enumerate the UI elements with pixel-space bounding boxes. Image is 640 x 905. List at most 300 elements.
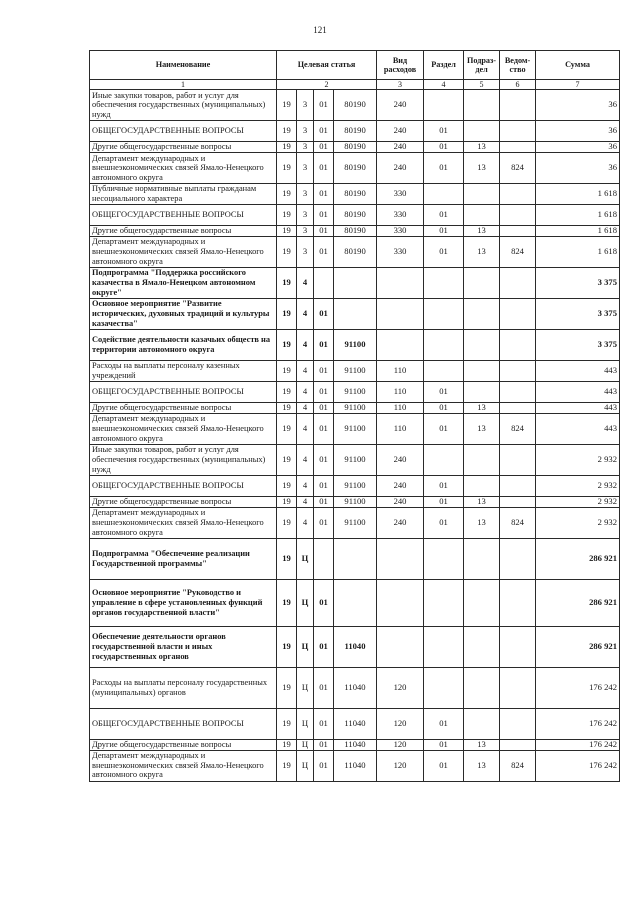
target-code-measure: 01 <box>314 507 334 538</box>
target-code-direction: 91100 <box>334 413 377 444</box>
target-code-measure: 01 <box>314 298 334 329</box>
section-cell: 01 <box>424 381 464 402</box>
target-code-direction: 91100 <box>334 329 377 360</box>
header-target: Целевая статья <box>277 51 377 80</box>
target-code-program: 19 <box>277 750 297 781</box>
target-code-direction: 91100 <box>334 360 377 381</box>
target-code-program: 19 <box>277 226 297 237</box>
amount-cell: 286 921 <box>536 626 620 667</box>
department-cell <box>500 90 536 121</box>
column-number: 7 <box>536 80 620 90</box>
target-code-subprogram: Ц <box>297 579 314 626</box>
target-code-program: 19 <box>277 507 297 538</box>
target-code-direction: 80190 <box>334 205 377 226</box>
department-cell <box>500 475 536 496</box>
row-name: ОБЩЕГОСУДАРСТВЕННЫЕ ВОПРОСЫ <box>90 121 277 142</box>
header-subsection: Подраз-дел <box>464 51 500 80</box>
target-code-subprogram: Ц <box>297 538 314 579</box>
amount-cell: 443 <box>536 413 620 444</box>
target-code-program: 19 <box>277 142 297 153</box>
amount-cell: 286 921 <box>536 538 620 579</box>
row-name: Департамент международных и внешнеэкономических связей Ямало-Ненецкого автономного округа <box>90 153 277 184</box>
table-row <box>90 413 620 444</box>
target-code-measure: 01 <box>314 121 334 142</box>
target-code-subprogram: 3 <box>297 205 314 226</box>
section-cell: 01 <box>424 226 464 237</box>
expense-type-cell: 120 <box>377 739 424 750</box>
amount-cell: 2 932 <box>536 496 620 507</box>
target-code-measure <box>314 538 334 579</box>
column-number: 5 <box>464 80 500 90</box>
row-name: Иные закупки товаров, работ и услуг для обеспечения государственных (муниципальных) нужд <box>90 90 277 121</box>
column-number: 1 <box>90 80 277 90</box>
subsection-cell: 13 <box>464 153 500 184</box>
section-cell: 01 <box>424 708 464 739</box>
target-code-measure: 01 <box>314 329 334 360</box>
row-name: Расходы на выплаты персоналу казенных учреждений <box>90 360 277 381</box>
target-code-program: 19 <box>277 153 297 184</box>
table-row <box>90 507 620 538</box>
table-row <box>90 90 620 121</box>
section-cell <box>424 329 464 360</box>
department-cell <box>500 298 536 329</box>
amount-cell: 36 <box>536 153 620 184</box>
target-code-measure: 01 <box>314 739 334 750</box>
table-row <box>90 708 620 739</box>
target-code-direction: 80190 <box>334 153 377 184</box>
section-cell <box>424 184 464 205</box>
target-code-program: 19 <box>277 538 297 579</box>
target-code-subprogram: 4 <box>297 496 314 507</box>
target-code-measure: 01 <box>314 226 334 237</box>
expense-type-cell: 120 <box>377 708 424 739</box>
table-row <box>90 381 620 402</box>
expense-type-cell: 240 <box>377 153 424 184</box>
subsection-cell <box>464 708 500 739</box>
target-code-subprogram: 4 <box>297 444 314 475</box>
expense-type-cell: 240 <box>377 444 424 475</box>
column-number: 6 <box>500 80 536 90</box>
row-name: Публичные нормативные выплаты гражданам несоциального характера <box>90 184 277 205</box>
amount-cell: 2 932 <box>536 507 620 538</box>
table-row <box>90 267 620 298</box>
target-code-program: 19 <box>277 121 297 142</box>
target-code-subprogram: 4 <box>297 402 314 413</box>
amount-cell: 176 242 <box>536 739 620 750</box>
amount-cell: 36 <box>536 121 620 142</box>
section-cell <box>424 579 464 626</box>
target-code-direction <box>334 267 377 298</box>
target-code-direction: 91100 <box>334 381 377 402</box>
row-name: Другие общегосударственные вопросы <box>90 142 277 153</box>
table-row <box>90 142 620 153</box>
row-name: ОБЩЕГОСУДАРСТВЕННЫЕ ВОПРОСЫ <box>90 475 277 496</box>
target-code-program: 19 <box>277 360 297 381</box>
column-number: 3 <box>377 80 424 90</box>
amount-cell: 3 375 <box>536 298 620 329</box>
row-name: Основное мероприятие "Развитие исторических, духовных традиций и культуры казачества" <box>90 298 277 329</box>
table-row <box>90 496 620 507</box>
target-code-program: 19 <box>277 236 297 267</box>
target-code-subprogram: 4 <box>297 413 314 444</box>
target-code-measure: 01 <box>314 579 334 626</box>
target-code-direction: 80190 <box>334 226 377 237</box>
target-code-program: 19 <box>277 205 297 226</box>
row-name: ОБЩЕГОСУДАРСТВЕННЫЕ ВОПРОСЫ <box>90 708 277 739</box>
expense-type-cell: 110 <box>377 381 424 402</box>
section-cell: 01 <box>424 413 464 444</box>
amount-cell: 176 242 <box>536 708 620 739</box>
expense-type-cell: 120 <box>377 667 424 708</box>
expense-type-cell <box>377 267 424 298</box>
section-cell <box>424 90 464 121</box>
department-cell: 824 <box>500 413 536 444</box>
budget-table <box>89 50 620 782</box>
subsection-cell <box>464 329 500 360</box>
target-code-subprogram: 4 <box>297 381 314 402</box>
target-code-subprogram: 4 <box>297 475 314 496</box>
department-cell <box>500 739 536 750</box>
target-code-subprogram: Ц <box>297 750 314 781</box>
section-cell: 01 <box>424 475 464 496</box>
target-code-program: 19 <box>277 739 297 750</box>
column-number-row <box>90 80 620 90</box>
target-code-program: 19 <box>277 444 297 475</box>
subsection-cell <box>464 626 500 667</box>
target-code-measure: 01 <box>314 444 334 475</box>
table-row <box>90 750 620 781</box>
target-code-subprogram: Ц <box>297 626 314 667</box>
target-code-direction: 11040 <box>334 667 377 708</box>
subsection-cell <box>464 184 500 205</box>
subsection-cell: 13 <box>464 413 500 444</box>
target-code-program: 19 <box>277 329 297 360</box>
row-name: Другие общегосударственные вопросы <box>90 402 277 413</box>
target-code-direction: 80190 <box>334 142 377 153</box>
expense-type-cell: 110 <box>377 402 424 413</box>
table-row <box>90 329 620 360</box>
row-name: Департамент международных и внешнеэкономических связей Ямало-Ненецкого автономного округа <box>90 507 277 538</box>
target-code-program: 19 <box>277 496 297 507</box>
row-name: Департамент международных и внешнеэкономических связей Ямало-Ненецкого автономного округа <box>90 236 277 267</box>
section-cell: 01 <box>424 121 464 142</box>
table-row <box>90 667 620 708</box>
department-cell <box>500 402 536 413</box>
subsection-cell <box>464 579 500 626</box>
subsection-cell: 13 <box>464 496 500 507</box>
column-number: 2 <box>277 80 377 90</box>
target-code-program: 19 <box>277 667 297 708</box>
target-code-subprogram: 4 <box>297 267 314 298</box>
subsection-cell <box>464 667 500 708</box>
target-code-direction: 91100 <box>334 507 377 538</box>
target-code-measure: 01 <box>314 475 334 496</box>
department-cell: 824 <box>500 153 536 184</box>
target-code-measure: 01 <box>314 184 334 205</box>
target-code-direction: 80190 <box>334 236 377 267</box>
department-cell <box>500 626 536 667</box>
expense-type-cell: 120 <box>377 750 424 781</box>
table-row <box>90 739 620 750</box>
department-cell: 824 <box>500 507 536 538</box>
section-cell: 01 <box>424 507 464 538</box>
section-cell: 01 <box>424 153 464 184</box>
target-code-direction: 80190 <box>334 184 377 205</box>
subsection-cell <box>464 121 500 142</box>
target-code-subprogram: 3 <box>297 184 314 205</box>
department-cell <box>500 184 536 205</box>
department-cell <box>500 444 536 475</box>
amount-cell: 1 618 <box>536 236 620 267</box>
expense-type-cell <box>377 579 424 626</box>
amount-cell: 36 <box>536 142 620 153</box>
target-code-program: 19 <box>277 413 297 444</box>
section-cell <box>424 626 464 667</box>
department-cell <box>500 142 536 153</box>
target-code-subprogram: 3 <box>297 153 314 184</box>
row-name: Расходы на выплаты персоналу государственных (муниципальных) органов <box>90 667 277 708</box>
subsection-cell <box>464 267 500 298</box>
row-name: Департамент международных и внешнеэкономических связей Ямало-Ненецкого автономного округа <box>90 413 277 444</box>
subsection-cell: 13 <box>464 750 500 781</box>
subsection-cell: 13 <box>464 236 500 267</box>
header-row <box>90 51 620 80</box>
row-name: Подпрограмма "Обеспечение реализации Государственной программы" <box>90 538 277 579</box>
header-section: Раздел <box>424 51 464 80</box>
table-row <box>90 226 620 237</box>
department-cell <box>500 121 536 142</box>
table-row <box>90 626 620 667</box>
table-row <box>90 475 620 496</box>
department-cell <box>500 267 536 298</box>
expense-type-cell <box>377 298 424 329</box>
target-code-measure: 01 <box>314 236 334 267</box>
expense-type-cell: 110 <box>377 360 424 381</box>
department-cell: 824 <box>500 236 536 267</box>
target-code-subprogram: 3 <box>297 226 314 237</box>
subsection-cell <box>464 444 500 475</box>
section-cell: 01 <box>424 205 464 226</box>
target-code-direction: 80190 <box>334 121 377 142</box>
section-cell: 01 <box>424 750 464 781</box>
section-cell: 01 <box>424 496 464 507</box>
department-cell <box>500 667 536 708</box>
target-code-direction: 91100 <box>334 475 377 496</box>
target-code-subprogram: 3 <box>297 142 314 153</box>
department-cell <box>500 360 536 381</box>
subsection-cell <box>464 298 500 329</box>
target-code-measure: 01 <box>314 413 334 444</box>
department-cell <box>500 381 536 402</box>
target-code-direction: 80190 <box>334 90 377 121</box>
subsection-cell <box>464 538 500 579</box>
expense-type-cell <box>377 329 424 360</box>
section-cell <box>424 667 464 708</box>
section-cell <box>424 360 464 381</box>
subsection-cell: 13 <box>464 507 500 538</box>
section-cell <box>424 267 464 298</box>
target-code-subprogram: 4 <box>297 360 314 381</box>
target-code-subprogram: 4 <box>297 507 314 538</box>
amount-cell: 2 932 <box>536 475 620 496</box>
amount-cell: 176 242 <box>536 667 620 708</box>
header-name: Наименование <box>90 51 277 80</box>
amount-cell: 1 618 <box>536 226 620 237</box>
section-cell <box>424 298 464 329</box>
target-code-direction: 11040 <box>334 750 377 781</box>
target-code-program: 19 <box>277 298 297 329</box>
department-cell <box>500 205 536 226</box>
target-code-measure <box>314 267 334 298</box>
amount-cell: 2 932 <box>536 444 620 475</box>
amount-cell: 443 <box>536 402 620 413</box>
amount-cell: 443 <box>536 381 620 402</box>
amount-cell: 176 242 <box>536 750 620 781</box>
row-name: Другие общегосударственные вопросы <box>90 226 277 237</box>
expense-type-cell: 240 <box>377 142 424 153</box>
row-name: Содействие деятельности казачьих обществ на территории автономного округа <box>90 329 277 360</box>
expense-type-cell: 240 <box>377 496 424 507</box>
row-name: Подпрограмма "Поддержка российского казачества в Ямало-Ненецком автономном округе" <box>90 267 277 298</box>
row-name: ОБЩЕГОСУДАРСТВЕННЫЕ ВОПРОСЫ <box>90 205 277 226</box>
expense-type-cell <box>377 538 424 579</box>
target-code-direction: 11040 <box>334 626 377 667</box>
target-code-measure: 01 <box>314 205 334 226</box>
target-code-direction: 11040 <box>334 708 377 739</box>
column-number: 4 <box>424 80 464 90</box>
target-code-measure: 01 <box>314 90 334 121</box>
department-cell <box>500 579 536 626</box>
department-cell: 824 <box>500 750 536 781</box>
target-code-program: 19 <box>277 475 297 496</box>
section-cell: 01 <box>424 739 464 750</box>
amount-cell: 36 <box>536 90 620 121</box>
target-code-subprogram: 3 <box>297 236 314 267</box>
expense-type-cell: 330 <box>377 184 424 205</box>
subsection-cell <box>464 360 500 381</box>
target-code-program: 19 <box>277 708 297 739</box>
subsection-cell: 13 <box>464 402 500 413</box>
target-code-measure: 01 <box>314 667 334 708</box>
target-code-measure: 01 <box>314 626 334 667</box>
expense-type-cell <box>377 626 424 667</box>
expense-type-cell: 240 <box>377 507 424 538</box>
header-amount: Сумма <box>536 51 620 80</box>
table-row <box>90 444 620 475</box>
table-row <box>90 236 620 267</box>
department-cell <box>500 226 536 237</box>
department-cell <box>500 329 536 360</box>
target-code-program: 19 <box>277 626 297 667</box>
target-code-subprogram: 3 <box>297 121 314 142</box>
section-cell: 01 <box>424 142 464 153</box>
target-code-direction: 11040 <box>334 739 377 750</box>
section-cell <box>424 538 464 579</box>
row-name: Другие общегосударственные вопросы <box>90 739 277 750</box>
target-code-subprogram: 3 <box>297 90 314 121</box>
amount-cell: 3 375 <box>536 329 620 360</box>
target-code-direction: 91100 <box>334 496 377 507</box>
target-code-measure: 01 <box>314 360 334 381</box>
section-cell: 01 <box>424 402 464 413</box>
expense-type-cell: 330 <box>377 236 424 267</box>
subsection-cell <box>464 205 500 226</box>
expense-type-cell: 330 <box>377 205 424 226</box>
target-code-measure: 01 <box>314 750 334 781</box>
header-expense-type: Вид расходов <box>377 51 424 80</box>
subsection-cell: 13 <box>464 739 500 750</box>
expense-type-cell: 240 <box>377 121 424 142</box>
target-code-subprogram: 4 <box>297 329 314 360</box>
table-row <box>90 360 620 381</box>
target-code-measure: 01 <box>314 153 334 184</box>
row-name: Иные закупки товаров, работ и услуг для обеспечения государственных (муниципальных) нужд <box>90 444 277 475</box>
department-cell <box>500 496 536 507</box>
table-row <box>90 153 620 184</box>
row-name: Обеспечение деятельности органов государственной власти и иных государственных органов <box>90 626 277 667</box>
target-code-direction: 91100 <box>334 444 377 475</box>
target-code-direction: 91100 <box>334 402 377 413</box>
table-row <box>90 184 620 205</box>
row-name: Другие общегосударственные вопросы <box>90 496 277 507</box>
row-name: Основное мероприятие "Руководство и управление в сфере установленных функций органов государственной власти" <box>90 579 277 626</box>
department-cell <box>500 538 536 579</box>
target-code-program: 19 <box>277 184 297 205</box>
table-row <box>90 121 620 142</box>
target-code-direction <box>334 298 377 329</box>
amount-cell: 286 921 <box>536 579 620 626</box>
target-code-program: 19 <box>277 90 297 121</box>
target-code-measure: 01 <box>314 402 334 413</box>
amount-cell: 1 618 <box>536 205 620 226</box>
amount-cell: 443 <box>536 360 620 381</box>
subsection-cell <box>464 90 500 121</box>
section-cell <box>424 444 464 475</box>
target-code-subprogram: Ц <box>297 667 314 708</box>
target-code-subprogram: Ц <box>297 708 314 739</box>
amount-cell: 1 618 <box>536 184 620 205</box>
subsection-cell: 13 <box>464 142 500 153</box>
expense-type-cell: 240 <box>377 475 424 496</box>
target-code-direction <box>334 538 377 579</box>
target-code-subprogram: 4 <box>297 298 314 329</box>
table-row <box>90 579 620 626</box>
header-department: Ведом-ство <box>500 51 536 80</box>
amount-cell: 3 375 <box>536 267 620 298</box>
target-code-measure: 01 <box>314 142 334 153</box>
subsection-cell <box>464 475 500 496</box>
target-code-program: 19 <box>277 402 297 413</box>
target-code-measure: 01 <box>314 381 334 402</box>
target-code-subprogram: Ц <box>297 739 314 750</box>
target-code-direction <box>334 579 377 626</box>
row-name: ОБЩЕГОСУДАРСТВЕННЫЕ ВОПРОСЫ <box>90 381 277 402</box>
table-row <box>90 298 620 329</box>
table-row <box>90 402 620 413</box>
target-code-program: 19 <box>277 381 297 402</box>
department-cell <box>500 708 536 739</box>
target-code-program: 19 <box>277 267 297 298</box>
target-code-measure: 01 <box>314 496 334 507</box>
target-code-measure: 01 <box>314 708 334 739</box>
target-code-program: 19 <box>277 579 297 626</box>
table-row <box>90 205 620 226</box>
section-cell: 01 <box>424 236 464 267</box>
subsection-cell <box>464 381 500 402</box>
page-number: 121 <box>313 25 327 35</box>
expense-type-cell: 110 <box>377 413 424 444</box>
subsection-cell: 13 <box>464 226 500 237</box>
